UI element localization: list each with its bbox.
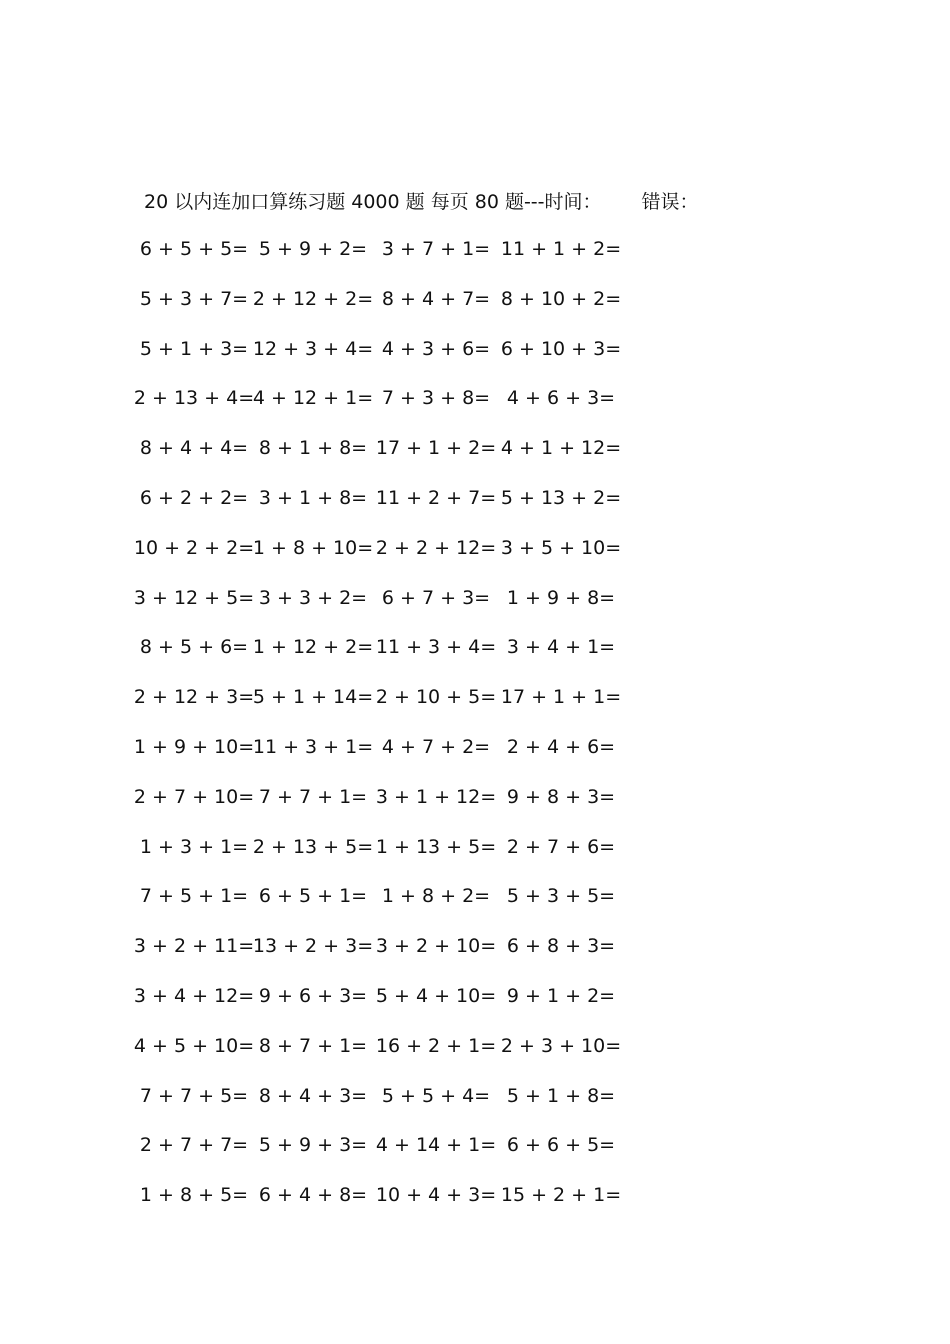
problem-item: 10 + 2 + 2= bbox=[133, 536, 255, 559]
problem-item: 6 + 6 + 5= bbox=[506, 1134, 616, 1157]
problem-item: 2 + 13 + 5= bbox=[252, 835, 374, 858]
problem-row bbox=[0, 234, 700, 284]
problem-row bbox=[0, 832, 700, 882]
problem-row bbox=[0, 284, 700, 334]
problem-row bbox=[0, 732, 700, 782]
problem-item: 9 + 6 + 3= bbox=[258, 984, 368, 1007]
problem-row bbox=[0, 433, 700, 483]
problem-item: 1 + 8 + 2= bbox=[381, 885, 491, 908]
problem-row bbox=[0, 1081, 700, 1131]
problem-item: 15 + 2 + 1= bbox=[500, 1184, 622, 1207]
problem-item: 10 + 4 + 3= bbox=[375, 1184, 497, 1207]
problem-item: 7 + 7 + 5= bbox=[139, 1084, 249, 1107]
problem-item: 7 + 7 + 1= bbox=[258, 785, 368, 808]
problem-item: 5 + 1 + 14= bbox=[252, 686, 374, 709]
problem-item: 6 + 4 + 8= bbox=[258, 1184, 368, 1207]
problem-item: 2 + 2 + 12= bbox=[375, 536, 497, 559]
problem-row bbox=[0, 881, 700, 931]
problem-item: 3 + 4 + 1= bbox=[506, 636, 616, 659]
problem-item: 4 + 7 + 2= bbox=[381, 735, 491, 758]
problem-item: 6 + 10 + 3= bbox=[500, 337, 622, 360]
problem-item: 11 + 3 + 1= bbox=[252, 735, 374, 758]
problem-item: 5 + 5 + 4= bbox=[381, 1084, 491, 1107]
problem-grid bbox=[0, 234, 700, 1230]
problem-item: 5 + 1 + 8= bbox=[506, 1084, 616, 1107]
problem-item: 5 + 1 + 3= bbox=[139, 337, 249, 360]
problem-item: 17 + 1 + 2= bbox=[375, 437, 497, 460]
problem-item: 8 + 1 + 8= bbox=[258, 437, 368, 460]
problem-row bbox=[0, 1180, 700, 1230]
problem-item: 3 + 5 + 10= bbox=[500, 536, 622, 559]
problem-item: 2 + 13 + 4= bbox=[133, 387, 255, 410]
problem-item: 4 + 1 + 12= bbox=[500, 437, 622, 460]
problem-item: 3 + 3 + 2= bbox=[258, 586, 368, 609]
problem-item: 6 + 2 + 2= bbox=[139, 486, 249, 509]
problem-item: 11 + 1 + 2= bbox=[500, 238, 622, 260]
problem-item: 1 + 3 + 1= bbox=[139, 835, 249, 858]
problem-item: 1 + 8 + 10= bbox=[252, 536, 374, 559]
problem-item: 4 + 5 + 10= bbox=[133, 1034, 255, 1057]
worksheet-title: 20 以内连加口算练习题 4000 题 每页 80 题---时间： bbox=[144, 190, 602, 213]
problem-row bbox=[0, 483, 700, 533]
problem-item: 5 + 9 + 3= bbox=[258, 1134, 368, 1157]
problem-row bbox=[0, 931, 700, 981]
problem-item: 2 + 7 + 7= bbox=[139, 1134, 249, 1157]
problem-item: 2 + 7 + 6= bbox=[506, 835, 616, 858]
problem-item: 16 + 2 + 1= bbox=[375, 1034, 497, 1057]
problem-row bbox=[0, 1130, 700, 1180]
problem-item: 3 + 12 + 5= bbox=[133, 586, 255, 609]
problem-item: 2 + 12 + 3= bbox=[133, 686, 255, 709]
problem-item: 6 + 5 + 1= bbox=[258, 885, 368, 908]
problem-item: 3 + 4 + 12= bbox=[133, 984, 255, 1007]
problem-item: 2 + 3 + 10= bbox=[500, 1034, 622, 1057]
problem-item: 13 + 2 + 3= bbox=[252, 935, 374, 958]
problem-row bbox=[0, 383, 700, 433]
problem-item: 12 + 3 + 4= bbox=[252, 337, 374, 360]
problem-item: 1 + 9 + 8= bbox=[506, 586, 616, 609]
problem-item: 6 + 7 + 3= bbox=[381, 586, 491, 609]
worksheet-header bbox=[144, 186, 699, 214]
problem-row bbox=[0, 981, 700, 1031]
problem-item: 2 + 10 + 5= bbox=[375, 686, 497, 709]
problem-row bbox=[0, 1031, 700, 1081]
problem-item: 2 + 7 + 10= bbox=[133, 785, 255, 808]
problem-row bbox=[0, 782, 700, 832]
problem-item: 2 + 12 + 2= bbox=[252, 287, 374, 310]
problem-item: 2 + 4 + 6= bbox=[506, 735, 616, 758]
problem-item: 3 + 2 + 10= bbox=[375, 935, 497, 958]
problem-item: 1 + 8 + 5= bbox=[139, 1184, 249, 1207]
problem-item: 5 + 3 + 5= bbox=[506, 885, 616, 908]
problem-item: 5 + 9 + 2= bbox=[258, 238, 368, 260]
problem-item: 4 + 6 + 3= bbox=[506, 387, 616, 410]
problem-item: 8 + 7 + 1= bbox=[258, 1034, 368, 1057]
problem-item: 7 + 3 + 8= bbox=[381, 387, 491, 410]
problem-row bbox=[0, 334, 700, 384]
problem-item: 1 + 13 + 5= bbox=[375, 835, 497, 858]
problem-item: 3 + 7 + 1= bbox=[381, 238, 491, 260]
problem-item: 4 + 12 + 1= bbox=[252, 387, 374, 410]
problem-item: 1 + 12 + 2= bbox=[252, 636, 374, 659]
problem-item: 3 + 1 + 8= bbox=[258, 486, 368, 509]
problem-item: 8 + 5 + 6= bbox=[139, 636, 249, 659]
problem-item: 3 + 2 + 11= bbox=[133, 935, 255, 958]
problem-item: 8 + 4 + 3= bbox=[258, 1084, 368, 1107]
problem-item: 6 + 8 + 3= bbox=[506, 935, 616, 958]
problem-row bbox=[0, 533, 700, 583]
problem-item: 9 + 8 + 3= bbox=[506, 785, 616, 808]
problem-item: 11 + 3 + 4= bbox=[375, 636, 497, 659]
problem-item: 8 + 4 + 4= bbox=[139, 437, 249, 460]
problem-row bbox=[0, 583, 700, 633]
problem-item: 8 + 10 + 2= bbox=[500, 287, 622, 310]
problem-item: 4 + 14 + 1= bbox=[375, 1134, 497, 1157]
problem-item: 5 + 3 + 7= bbox=[139, 287, 249, 310]
problem-item: 4 + 3 + 6= bbox=[381, 337, 491, 360]
problem-item: 9 + 1 + 2= bbox=[506, 984, 616, 1007]
errors-label: 错误： bbox=[641, 190, 699, 213]
problem-row bbox=[0, 632, 700, 682]
problem-item: 5 + 4 + 10= bbox=[375, 984, 497, 1007]
problem-item: 7 + 5 + 1= bbox=[139, 885, 249, 908]
problem-item: 1 + 9 + 10= bbox=[133, 735, 255, 758]
problem-item: 3 + 1 + 12= bbox=[375, 785, 497, 808]
problem-item: 5 + 13 + 2= bbox=[500, 486, 622, 509]
problem-item: 6 + 5 + 5= bbox=[139, 238, 249, 260]
problem-item: 11 + 2 + 7= bbox=[375, 486, 497, 509]
problem-row bbox=[0, 682, 700, 732]
problem-item: 17 + 1 + 1= bbox=[500, 686, 622, 709]
problem-item: 8 + 4 + 7= bbox=[381, 287, 491, 310]
